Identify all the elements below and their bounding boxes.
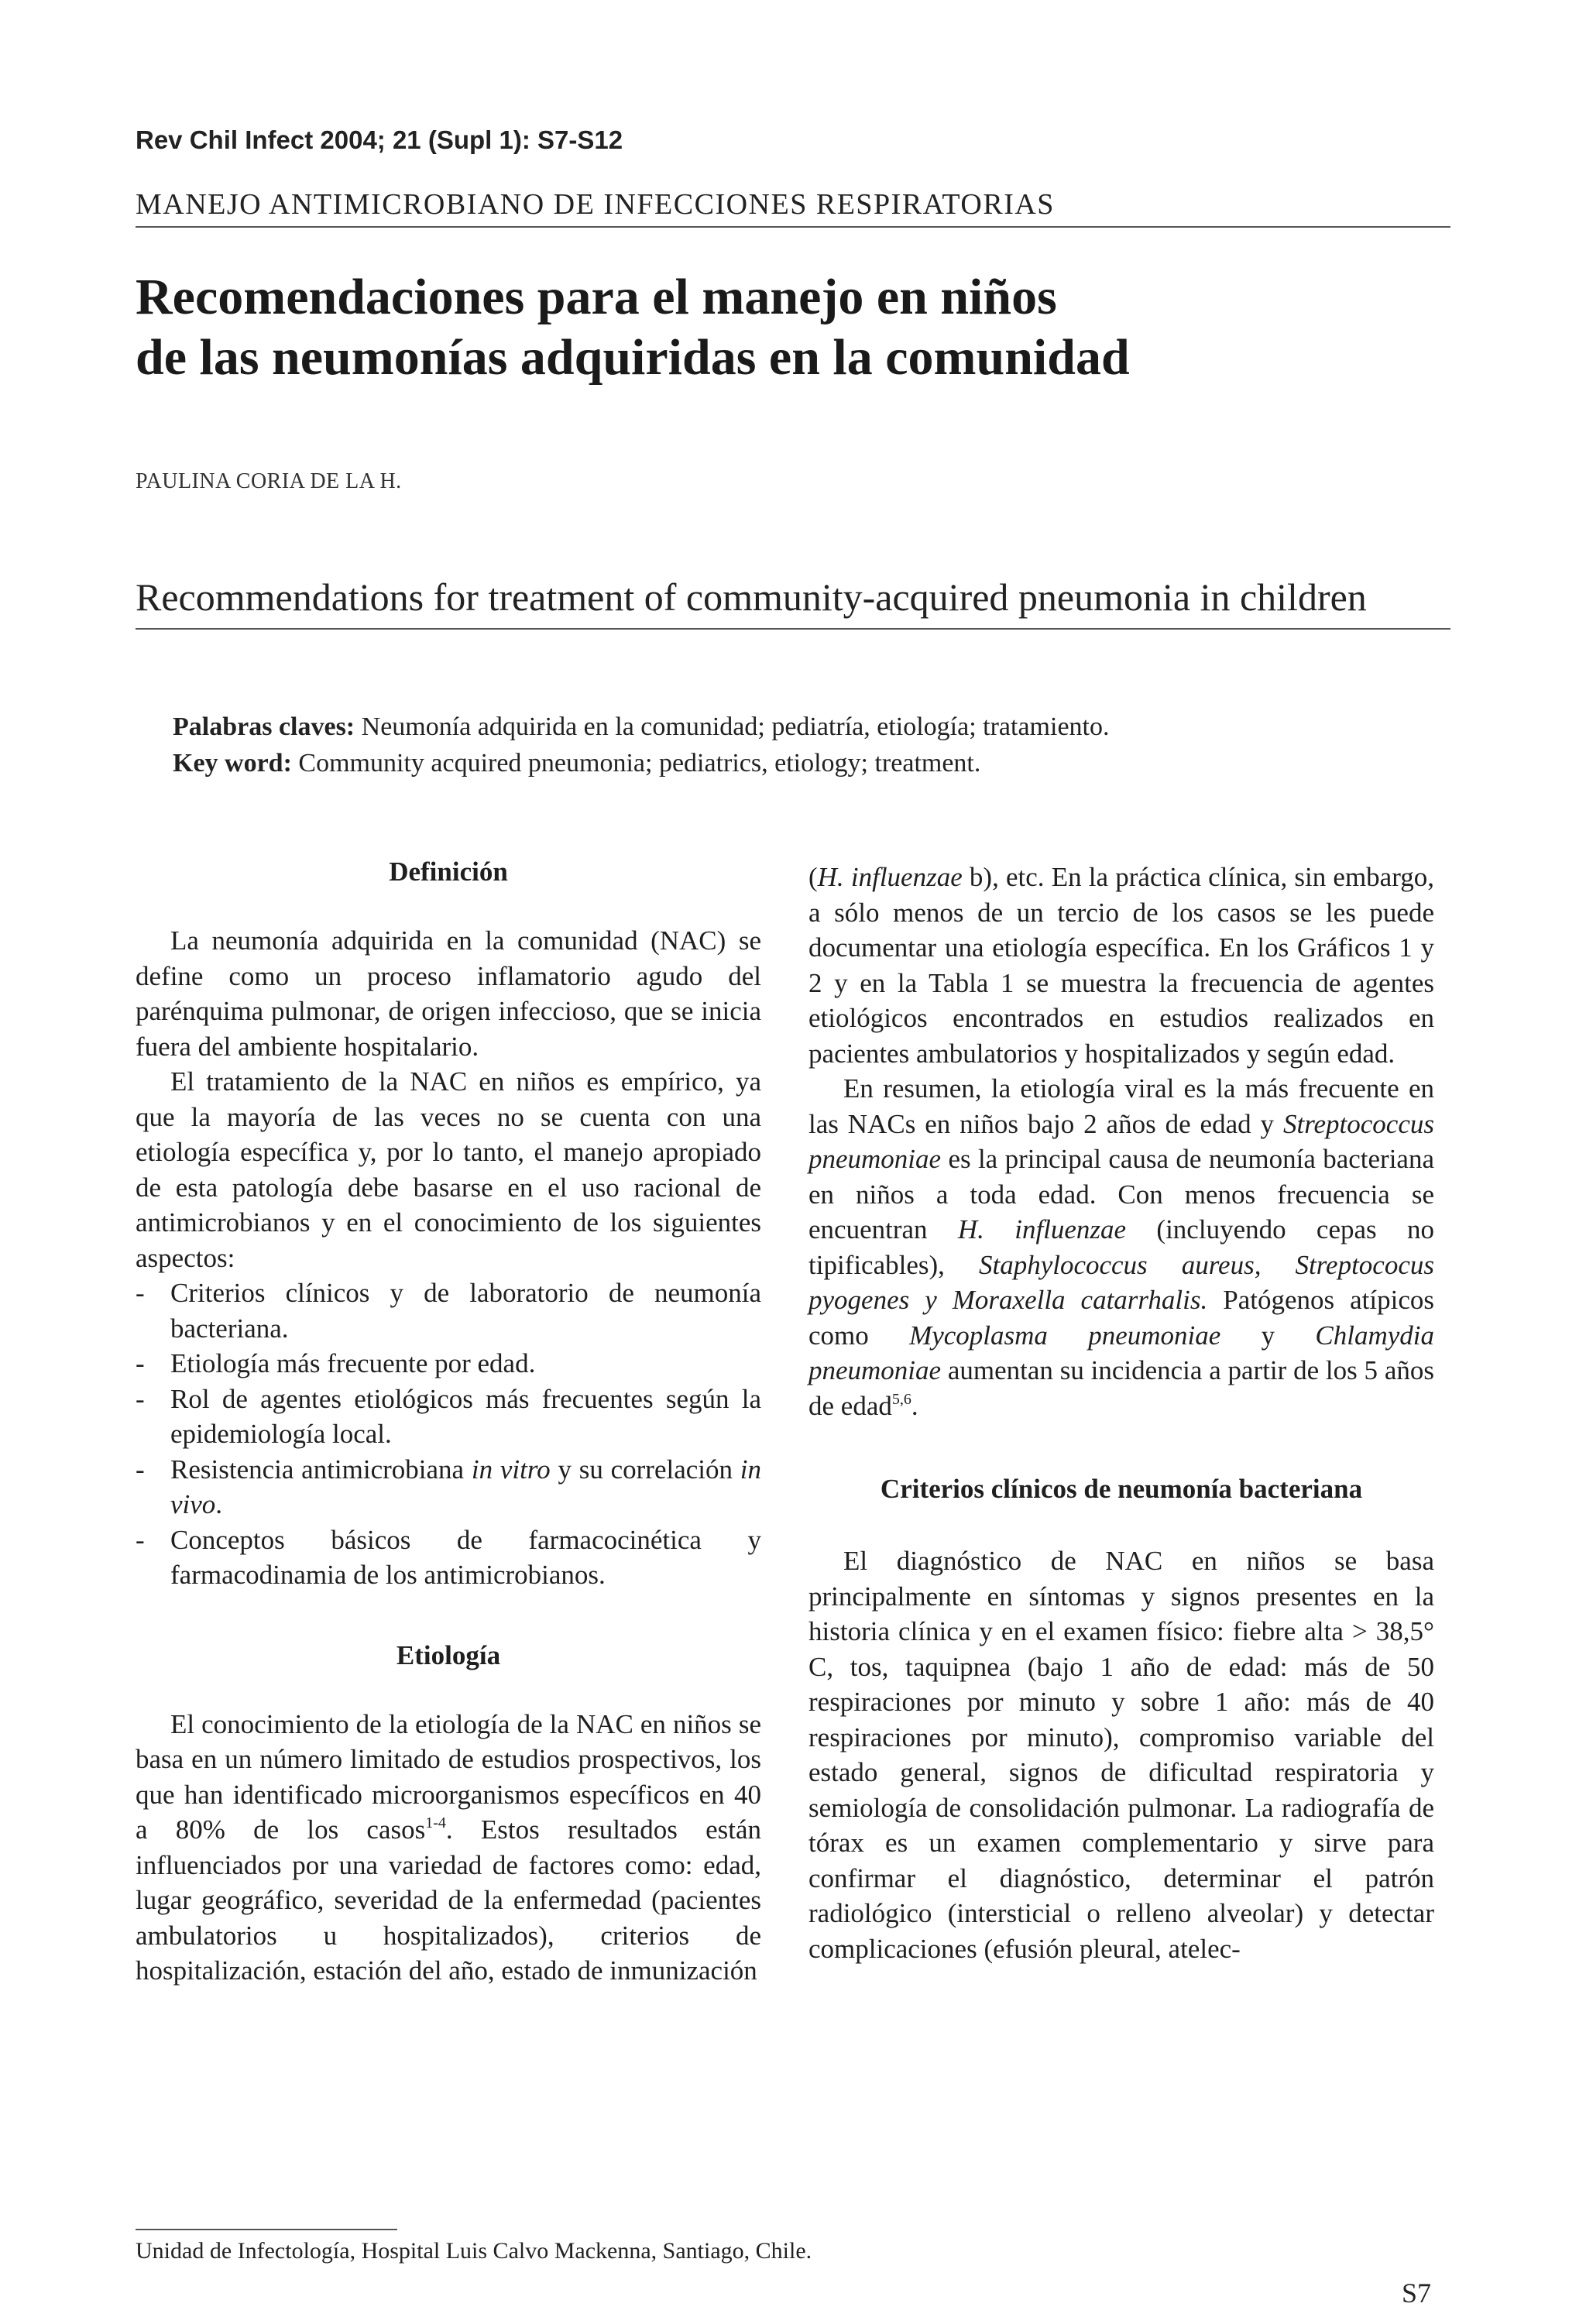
article-title-line1: Recomendaciones para el manejo en niños — [136, 269, 1057, 325]
aspects-list — [136, 1275, 761, 1593]
criterios-heading: Criterios clínicos de neumonía bacteriana — [880, 1474, 1363, 1504]
keywords-es-text: Neumonía adquirida en la comunidad; pediatría, etiología; tratamiento. — [355, 712, 1110, 741]
page-number: S7 — [1402, 2278, 1432, 2309]
keywords-en-label: Key word: — [173, 749, 292, 778]
section-header: MANEJO ANTIMICROBIANO DE INFECCIONES RESPIRATORIAS — [136, 187, 1450, 228]
journal-reference: Rev Chil Infect 2004; 21 (Supl 1): S7-S12 — [136, 125, 623, 154]
etiologia-heading: Etiología — [396, 1639, 501, 1670]
list-item: - Resistencia antimicrobiana in vitro y su correlación in vivo. — [136, 1452, 761, 1522]
keywords-en-text: Community acquired pneumonia; pediatrics, etiology; treatment. — [291, 749, 981, 778]
definicion-heading: Definición — [389, 856, 508, 887]
citation-ref: 5,6 — [891, 1390, 911, 1408]
list-item: - Conceptos básicos de farmacocinética y farmacodinamia de los antimicrobianos. — [136, 1522, 761, 1593]
author-name: PAULINA CORIA DE LA H. — [136, 469, 402, 493]
etiologia-paragraph-1: El conocimiento de la etiología de la NAC en niños se basa en un número limitado de estudios prospectivos, los que han identificado microorganismos específicos en 40 a 80% de los casos$^{1-4}$. Estos resultados están influenciados por una variedad de factores como: edad, lugar geográfico, severidad de la enfermedad (pacientes ambulatorios u hospitalizados), criterios de hospitalización, estación del año, estado de inmunización — [136, 1708, 761, 1986]
article-title-line2: de las neumonías adquiridas en la comunidad — [136, 329, 1130, 386]
keywords-block — [173, 709, 1443, 781]
english-title: Recommendations for treatment of community-acquired pneumonia in children — [136, 572, 1450, 630]
resumen-paragraph: En resumen, la etiología viral es la más frecuente en las NACs en niños bajo 2 años de edad y Streptococcus pneumoniae es la principal causa de neumonía bacteriana en niños a toda edad. Con menos frecuencia se encuentran H. influenzae (incluyendo cepas no tipificables), Staphylococcus aureus, Streptococus pyogenes y Moraxella catarrhalis. Patógenos atípicos como Mycoplasma pneumoniae y Chlamydia pneumoniae aumentan su incidencia a partir de los 5 años de edad$^{5,6}$. — [808, 1073, 1435, 1421]
right-column — [808, 860, 1434, 1966]
definicion-paragraph-1: La neumonía adquirida en la comunidad (NAC) se define como un proceso inflamatorio agudo del parénquima pulmonar, de origen infeccioso, que se inicia fuera del ambiente hospitalario. — [136, 925, 761, 1062]
definicion-paragraph-2: El tratamiento de la NAC en niños es empírico, ya que la mayoría de las veces no se cuenta con una etiología específica y, por lo tanto, el manejo apropiado de esta patología debe basarse en el uso racional de antimicrobianos y en el conocimiento de los siguientes aspectos: — [136, 1066, 761, 1273]
left-column — [136, 854, 761, 1989]
list-item: - Rol de agentes etiológicos más frecuentes según la epidemiología local. — [136, 1382, 761, 1452]
list-item: - Criterios clínicos y de laboratorio de neumonía bacteriana. — [136, 1275, 761, 1346]
keywords-en — [173, 745, 1443, 781]
keywords-es — [173, 709, 1443, 745]
citation-ref: 1-4 — [425, 1814, 446, 1831]
criterios-paragraph: El diagnóstico de NAC en niños se basa principalmente en síntomas y signos presentes en la historia clínica y en el examen físico: fiebre alta > 38,5° C, tos, taquipnea (bajo 1 año de edad: más de 50 respiraciones por minuto y sobre 1 año: más de 40 respiraciones por minuto), compromiso variable del estado general, signos de dificultad respiratoria y semiología de consolidación pulmonar. La radiografía de tórax es un examen complementario y sirve para confirmar el diagnóstico, determinar el patrón radiológico (intersticial o relleno alveolar) y detectar complicaciones (efusión pleural, atelec- — [808, 1546, 1434, 1964]
etiologia-continued-paragraph: (H. influenzae b), etc. En la práctica clínica, sin embargo, a sólo menos de un tercio de los casos se les puede documentar una etiología específica. En los Gráficos 1 y 2 y en la Tabla 1 se muestra la frecuencia de agentes etiológicos encontrados en estudios realizados en pacientes ambulatorios y hospitalizados y según edad. — [808, 862, 1434, 1069]
footnote-divider — [136, 2229, 397, 2230]
affiliation-footnote: Unidad de Infectología, Hospital Luis Calvo Mackenna, Santiago, Chile. — [136, 2238, 812, 2264]
keywords-es-label: Palabras claves: — [173, 712, 355, 741]
article-title — [136, 267, 1452, 388]
list-item: - Etiología más frecuente por edad. — [136, 1346, 761, 1382]
